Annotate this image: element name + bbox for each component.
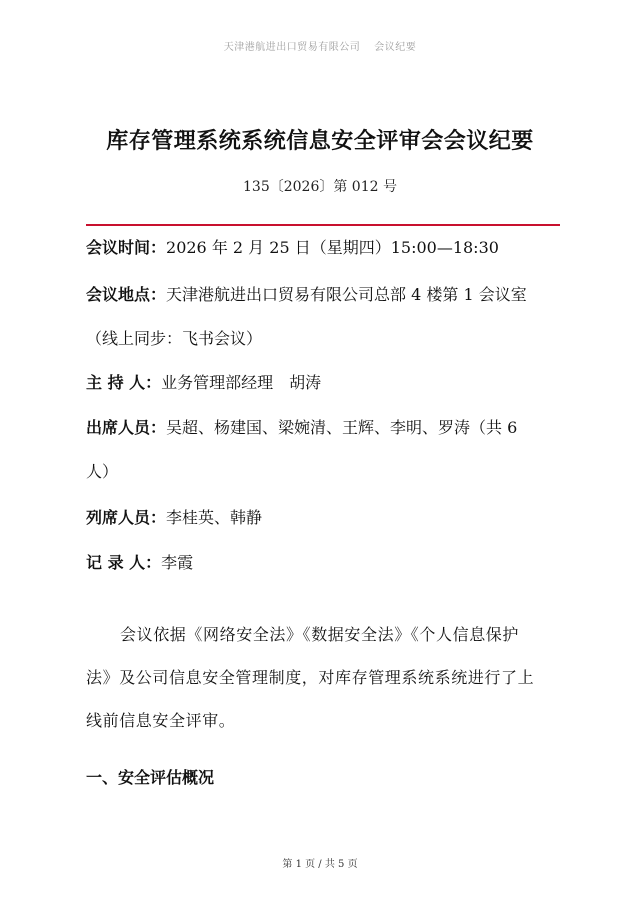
- host-value: 业务管理部经理 胡涛: [161, 373, 322, 392]
- recorder-line: [86, 551, 566, 575]
- intro-paragraph-line: 会议依据《网络安全法》《数据安全法》《个人信息保护: [120, 625, 520, 644]
- meeting-place-continuation: （线上同步：飞书会议）: [86, 329, 263, 348]
- header-company: 天津港航进出口贸易有限公司: [223, 42, 361, 53]
- attendees-continuation: 人）: [86, 462, 119, 481]
- intro-paragraph-line: 法》及公司信息安全管理制度，对库存管理系统系统进行了上: [86, 668, 535, 687]
- recorder-label: 记 录 人：: [86, 553, 162, 572]
- meeting-place-label: 会议地点：: [86, 285, 167, 304]
- recorder-value: 李霞: [161, 553, 194, 572]
- observers-line: [86, 506, 566, 530]
- section-heading: 一、安全评估概况: [86, 768, 215, 787]
- meeting-time-value: 2026 年 2 月 25 日（星期四）15:00—18:30: [166, 238, 499, 257]
- document-number: 135〔2026〕第 012 号: [243, 179, 397, 195]
- intro-paragraph-line: 线前信息安全评审。: [86, 711, 236, 730]
- attendees-line: [86, 416, 566, 440]
- page-header: [0, 38, 640, 53]
- meeting-time-line: [86, 236, 566, 260]
- host-line: [86, 371, 566, 395]
- meeting-place-line: [86, 283, 566, 307]
- host-label: 主 持 人：: [86, 373, 162, 392]
- page-footer: 第 1 页 / 共 5 页: [282, 859, 358, 870]
- attendees-label: 出席人员：: [86, 418, 167, 437]
- meeting-time-label: 会议时间：: [86, 238, 167, 257]
- meeting-place-value: 天津港航进出口贸易有限公司总部 4 楼第 1 会议室: [166, 285, 527, 304]
- red-divider: [86, 224, 560, 226]
- observers-label: 列席人员：: [86, 508, 167, 527]
- header-doc-type: 会议纪要: [374, 42, 417, 53]
- document-title: 库存管理系统系统信息安全评审会会议纪要: [106, 129, 534, 154]
- attendees-value: 吴超、杨建国、梁婉清、王辉、李明、罗涛（共 6: [166, 418, 518, 437]
- observers-value: 李桂英、韩静: [166, 508, 263, 527]
